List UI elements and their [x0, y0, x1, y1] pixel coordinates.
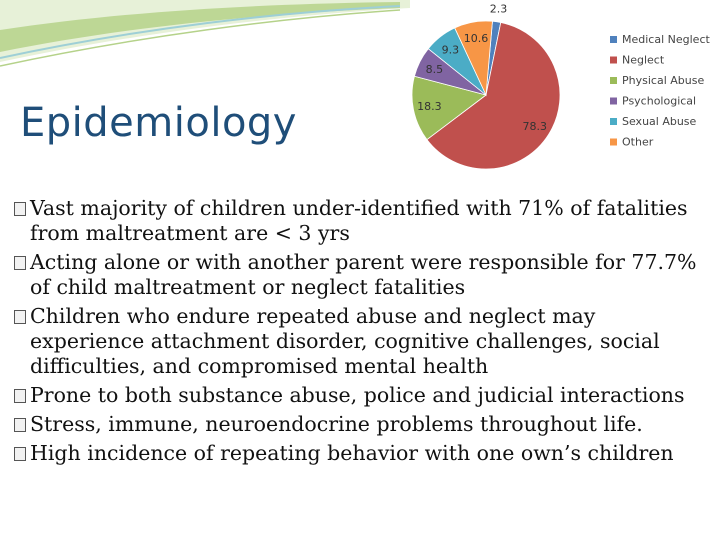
bullet-text: High incidence of repeating behavior with one own’s children [30, 441, 674, 465]
bullet-text: Vast majority of children under-identified with 71% of fatalities from maltreatment are < 3 yrs [30, 196, 688, 245]
legend-label-other: Other [622, 135, 654, 149]
bullet-item [14, 441, 716, 466]
pie-chart [402, 0, 720, 188]
bullet-item [14, 250, 716, 300]
legend-swatch-psychological [610, 98, 617, 105]
legend-swatch-sexual-abuse [610, 118, 617, 125]
bullet-glyph-icon [14, 418, 26, 432]
legend-swatch-medical-neglect [610, 36, 617, 43]
pie-data-label-psychological: 8.5 [425, 63, 444, 77]
pie-data-label-medical-neglect: 2.3 [489, 2, 508, 16]
pie-data-label-other: 10.6 [463, 32, 489, 46]
bullet-item [14, 304, 716, 379]
legend-swatch-other [610, 139, 617, 146]
bullet-item [14, 412, 716, 437]
bullet-glyph-icon [14, 447, 26, 461]
legend-swatch-neglect [610, 57, 617, 64]
legend-swatch-physical-abuse [610, 77, 617, 84]
legend-label-psychological: Psychological [622, 94, 697, 108]
bullet-item [14, 196, 716, 246]
bullet-list [14, 196, 716, 470]
legend-label-medical-neglect: Medical Neglect [622, 33, 710, 46]
legend-label-neglect: Neglect [622, 53, 665, 67]
bullet-text: Acting alone or with another parent were responsible for 77.7% of child maltreatment or neglect fatalities [30, 250, 697, 299]
pie-data-label-neglect: 78.3 [522, 119, 548, 133]
bullet-glyph-icon [14, 310, 26, 324]
legend-label-sexual-abuse: Sexual Abuse [622, 115, 697, 128]
bullet-glyph-icon [14, 389, 26, 403]
bullet-glyph-icon [14, 256, 26, 270]
chart-legend [610, 33, 710, 149]
bullet-text: Prone to both substance abuse, police and judicial interactions [30, 383, 685, 407]
bullet-text: Children who endure repeated abuse and neglect may experience attachment disorder, cognitive challenges, social difficulties, and compromised mental health [30, 304, 660, 378]
bullet-text: Stress, immune, neuroendocrine problems throughout life. [30, 412, 643, 436]
pie-data-label-sexual-abuse: 9.3 [441, 43, 460, 57]
bullet-item [14, 383, 716, 408]
pie-data-label-physical-abuse: 18.3 [417, 100, 442, 114]
slide-title: Epidemiology [20, 100, 297, 146]
legend-label-physical-abuse: Physical Abuse [622, 74, 705, 87]
bullet-glyph-icon [14, 202, 26, 216]
